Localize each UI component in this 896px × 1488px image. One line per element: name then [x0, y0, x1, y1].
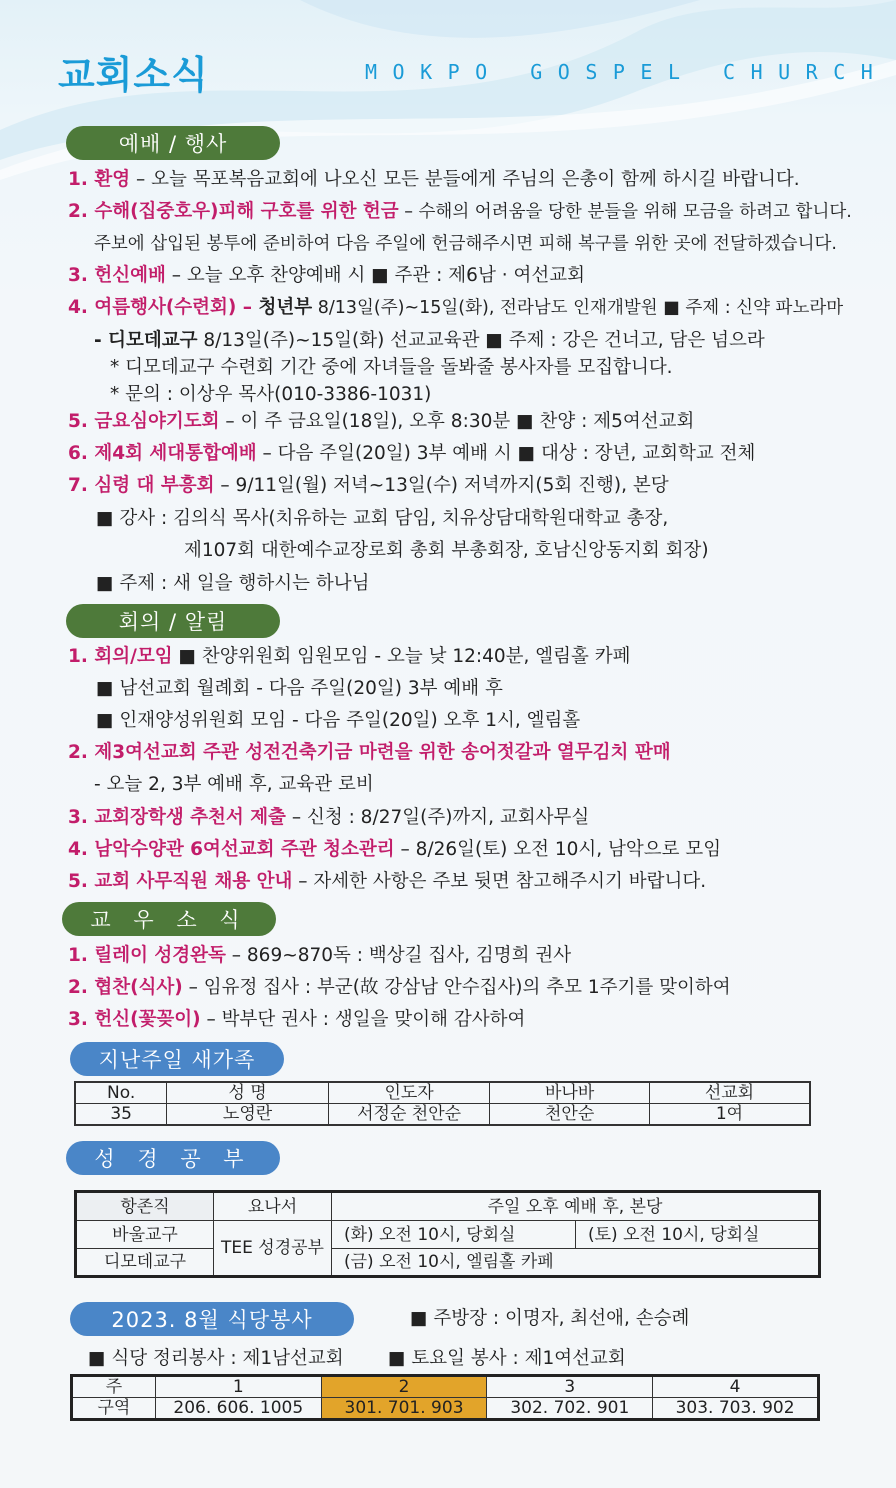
worship-item-6: 6. 제4회 세대통합예배 – 다음 주일(20일) 3부 예배 시 ■ 대상 : 장년, 교회학교 전체	[68, 443, 756, 464]
table-cell: 천안순	[490, 1104, 650, 1126]
meeting-item-5: 5. 교회 사무직원 채용 안내 – 자세한 사항은 주보 뒷면 참고해주시기 바랍니다.	[68, 871, 707, 892]
table-header: 인도자	[328, 1082, 490, 1104]
worship-item-4-note2: * 문의 : 이상우 목사(010-3386-1031)	[110, 384, 432, 405]
table-cell: 301. 701. 903	[321, 1398, 487, 1420]
table-cell: 303. 703. 902	[653, 1398, 819, 1420]
table-row	[76, 1249, 820, 1277]
table-row	[72, 1398, 819, 1420]
table-header: 3	[487, 1376, 653, 1398]
meeting-item-4: 4. 남악수양관 6여선교회 주관 청소관리 – 8/26일(토) 오전 10시, 남악으로 모임	[68, 839, 722, 860]
cafeteria-table	[70, 1374, 820, 1421]
worship-item-2: 2. 수해(집중호우)피해 구호를 위한 헌금 – 수해의 어려움을 당한 분들을 위해 모금을 하려고 합니다.	[68, 201, 852, 222]
table-cell: TEE 성경공부	[214, 1221, 332, 1277]
table-row	[76, 1221, 820, 1249]
table-cell: 206. 606. 1005	[155, 1398, 321, 1420]
table-header: 1	[155, 1376, 321, 1398]
meeting-item-1: 1. 회의/모임 ■ 찬양위원회 임원모임 - 오늘 낮 12:40분, 엘림홀 카페	[68, 646, 631, 667]
table-header: 요나서	[214, 1192, 332, 1221]
cafeteria-cleanup: ■ 식당 정리봉사 : 제1남선교회	[88, 1348, 344, 1369]
cafeteria-saturday: ■ 토요일 봉사 : 제1여선교회	[388, 1348, 626, 1369]
meeting-item-2-sub: - 오늘 2, 3부 예배 후, 교육관 로비	[94, 774, 374, 795]
table-header: 주	[72, 1376, 156, 1398]
table-cell: 디모데교구	[76, 1249, 214, 1277]
meeting-item-2: 2. 제3여선교회 주관 성전건축기금 마련을 위한 송어젓갈과 열무김치 판매	[68, 742, 671, 763]
bible-study-table	[74, 1190, 821, 1278]
table-header: 항존직	[76, 1192, 214, 1221]
section-header-meetings: 회의 / 알림	[66, 604, 280, 638]
table-cell: 바울교구	[76, 1221, 214, 1249]
table-cell: 노영란	[167, 1104, 329, 1126]
worship-item-7-speaker-2: 제107회 대한예수교장로회 총회 부총회장, 호남신앙동지회 회장)	[184, 540, 709, 561]
table-cell: (화) 오전 10시, 당회실	[332, 1221, 576, 1249]
table-header: 2	[321, 1376, 487, 1398]
table-cell: (금) 오전 10시, 엘림홀 카페	[332, 1249, 820, 1277]
member-item-1: 1. 릴레이 성경완독 – 869~870독 : 백상길 집사, 김명희 권사	[68, 945, 572, 966]
worship-item-3: 3. 헌신예배 – 오늘 오후 찬양예배 시 ■ 주관 : 제6남 · 여선교회	[68, 265, 585, 286]
worship-item-4: 4. 여름행사(수련회) – 청년부 8/13일(주)~15일(화), 전라남도 인재개발원 ■ 주제 : 신약 파노라마	[68, 297, 844, 318]
page-title: 교회소식	[58, 53, 209, 97]
member-item-3: 3. 헌신(꽃꽂이) – 박부단 권사 : 생일을 맞이해 감사하여	[68, 1009, 526, 1030]
worship-item-5: 5. 금요심야기도회 – 이 주 금요일(18일), 오후 8:30분 ■ 찬양 : 제5여선교회	[68, 411, 695, 432]
table-cell: 구역	[72, 1398, 156, 1420]
table-cell: 서정순 천안순	[328, 1104, 490, 1126]
worship-item-7-speaker: ■ 강사 : 김의식 목사(치유하는 교회 담임, 치유상담대학원대학교 총장,	[96, 508, 669, 529]
table-header-row	[75, 1082, 810, 1104]
section-header-cafeteria: 2023. 8월 식당봉사	[70, 1302, 354, 1336]
worship-item-2-detail: 주보에 삽입된 봉투에 준비하여 다음 주일에 헌금해주시면 피해 복구를 위한 곳에 전달하겠습니다.	[94, 234, 837, 254]
table-cell: 35	[75, 1104, 167, 1126]
table-header: 바나바	[490, 1082, 650, 1104]
table-header: No.	[75, 1082, 167, 1104]
section-header-bible-study: 성 경 공 부	[66, 1141, 280, 1175]
table-header: 주일 오후 예배 후, 본당	[332, 1192, 820, 1221]
table-header: 4	[653, 1376, 819, 1398]
table-cell: 302. 702. 901	[487, 1398, 653, 1420]
worship-item-7: 7. 심령 대 부흥회 – 9/11일(월) 저녁~13일(수) 저녁까지(5회 진행), 본당	[68, 475, 669, 496]
worship-item-4-note1: * 디모데교구 수련회 기간 중에 자녀들을 돌봐줄 봉사자를 모집합니다.	[110, 357, 673, 378]
church-name: MOKPO GOSPEL CHURCH	[365, 60, 889, 84]
table-header-row	[76, 1192, 820, 1221]
table-header: 성 명	[167, 1082, 329, 1104]
meeting-item-3: 3. 교회장학생 추천서 제출 – 신청 : 8/27일(주)까지, 교회사무실	[68, 807, 590, 828]
section-header-new-family: 지난주일 새가족	[70, 1042, 284, 1076]
table-header-row	[72, 1376, 819, 1398]
new-family-table	[74, 1081, 811, 1126]
worship-item-1: 1. 환영 – 오늘 목포복음교회에 나오신 모든 분들에게 주님의 은총이 함께 하시길 바랍니다.	[68, 169, 800, 190]
worship-item-4-sub: - 디모데교구 8/13일(주)~15일(화) 선교교육관 ■ 주제 : 강은 건너고, 담은 넘으라	[94, 330, 765, 351]
section-header-worship: 예배 / 행사	[66, 126, 280, 160]
section-header-members: 교 우 소 식	[62, 902, 276, 936]
member-item-2: 2. 협찬(식사) – 임유정 집사 : 부군(故 강삼남 안수집사)의 추모 1주기를 맞이하여	[68, 977, 731, 998]
table-row	[75, 1104, 810, 1126]
cafeteria-head-chef: ■ 주방장 : 이명자, 최선애, 손승례	[410, 1308, 690, 1329]
table-cell: 1여	[649, 1104, 810, 1126]
table-cell: (토) 오전 10시, 당회실	[576, 1221, 820, 1249]
worship-item-7-theme: ■ 주제 : 새 일을 행하시는 하나님	[96, 573, 370, 594]
table-header: 선교회	[649, 1082, 810, 1104]
meeting-item-1c: ■ 인재양성위원회 모임 - 다음 주일(20일) 오후 1시, 엘림홀	[96, 710, 581, 731]
meeting-item-1b: ■ 남선교회 월례회 - 다음 주일(20일) 3부 예배 후	[96, 678, 503, 699]
